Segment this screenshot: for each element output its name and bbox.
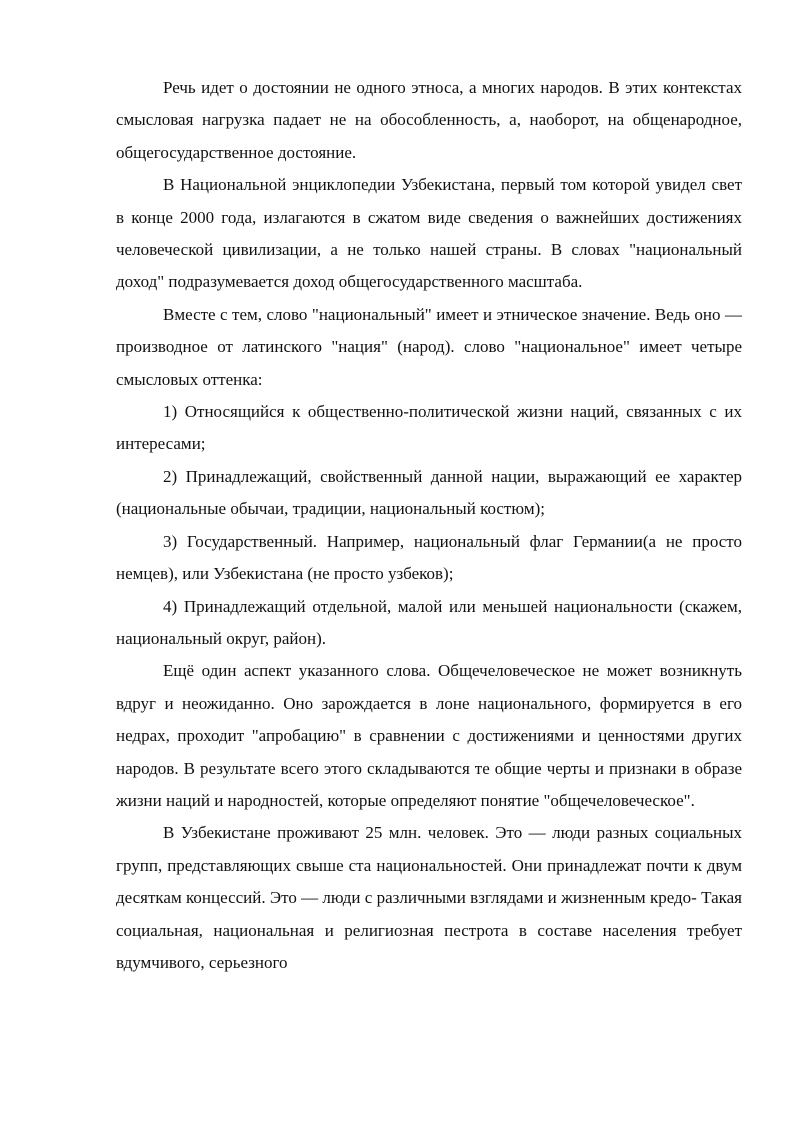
document-page [116,72,742,979]
list-item-2: 2) Принадлежащий, свойственный данной нации, выражающий ее характер (национальные обычаи, традиции, национальный костюм); [116,466,742,519]
list-item-3: 3) Государственный. Например, национальный флаг Германии(а не просто немцев), или Узбекистана (не просто узбеков); [116,531,742,584]
paragraph-1: Речь идет о достоянии не одного этноса, а многих народов. В этих контекстах смысловая нагрузка падает не на обособленность, а, наоборот, на общенародное, общегосударственное достояние. [116,78,742,162]
paragraph-3: Вместе с тем, слово "национальный" имеет и этническое значение. Ведь оно — производное от латинского "нация" (народ). слово "национальное" имеет четыре смысловых оттенка: [116,304,742,389]
paragraph-4: Ещё один аспект указанного слова. Общечеловеческое не может возникнуть вдруг и неожиданно. Оно зарождается в лоне национального, формируется в его недрах, проходит "апробацию" в сравнении с достижениями и ценностями других народов. В результате всего этого складываются те общие черты и признаки в образе жизни наций и народностей, которые определяют понятие "общечеловеческое". [116,661,742,810]
list-item-1: 1) Относящийся к общественно-политической жизни наций, связанных с их интересами; [116,402,742,454]
paragraph-5: В Узбекистане проживают 25 млн. человек. Это — люди разных социальных групп, представляющих свыше ста национальностей. Они принадлежат почти к двум десяткам концессий. Это — люди с различными взглядами и жизненным кредо- Такая социальная, национальная и религиозная пестрота в составе населения требует вдумчивого, серьезного [116,823,742,972]
paragraph-2: В Национальной энциклопедии Узбекистана, первый том которой увидел свет в конце 2000 года, излагаются в сжатом виде сведения о важнейших достижениях человеческой цивилизации, а не только нашей страны. В словах "национальный доход" подразумевается доход общегосударственного масштаба. [116,175,742,292]
list-item-4: 4) Принадлежащий отдельной, малой или меньшей национальности (скажем, национальный округ, район). [116,596,742,648]
